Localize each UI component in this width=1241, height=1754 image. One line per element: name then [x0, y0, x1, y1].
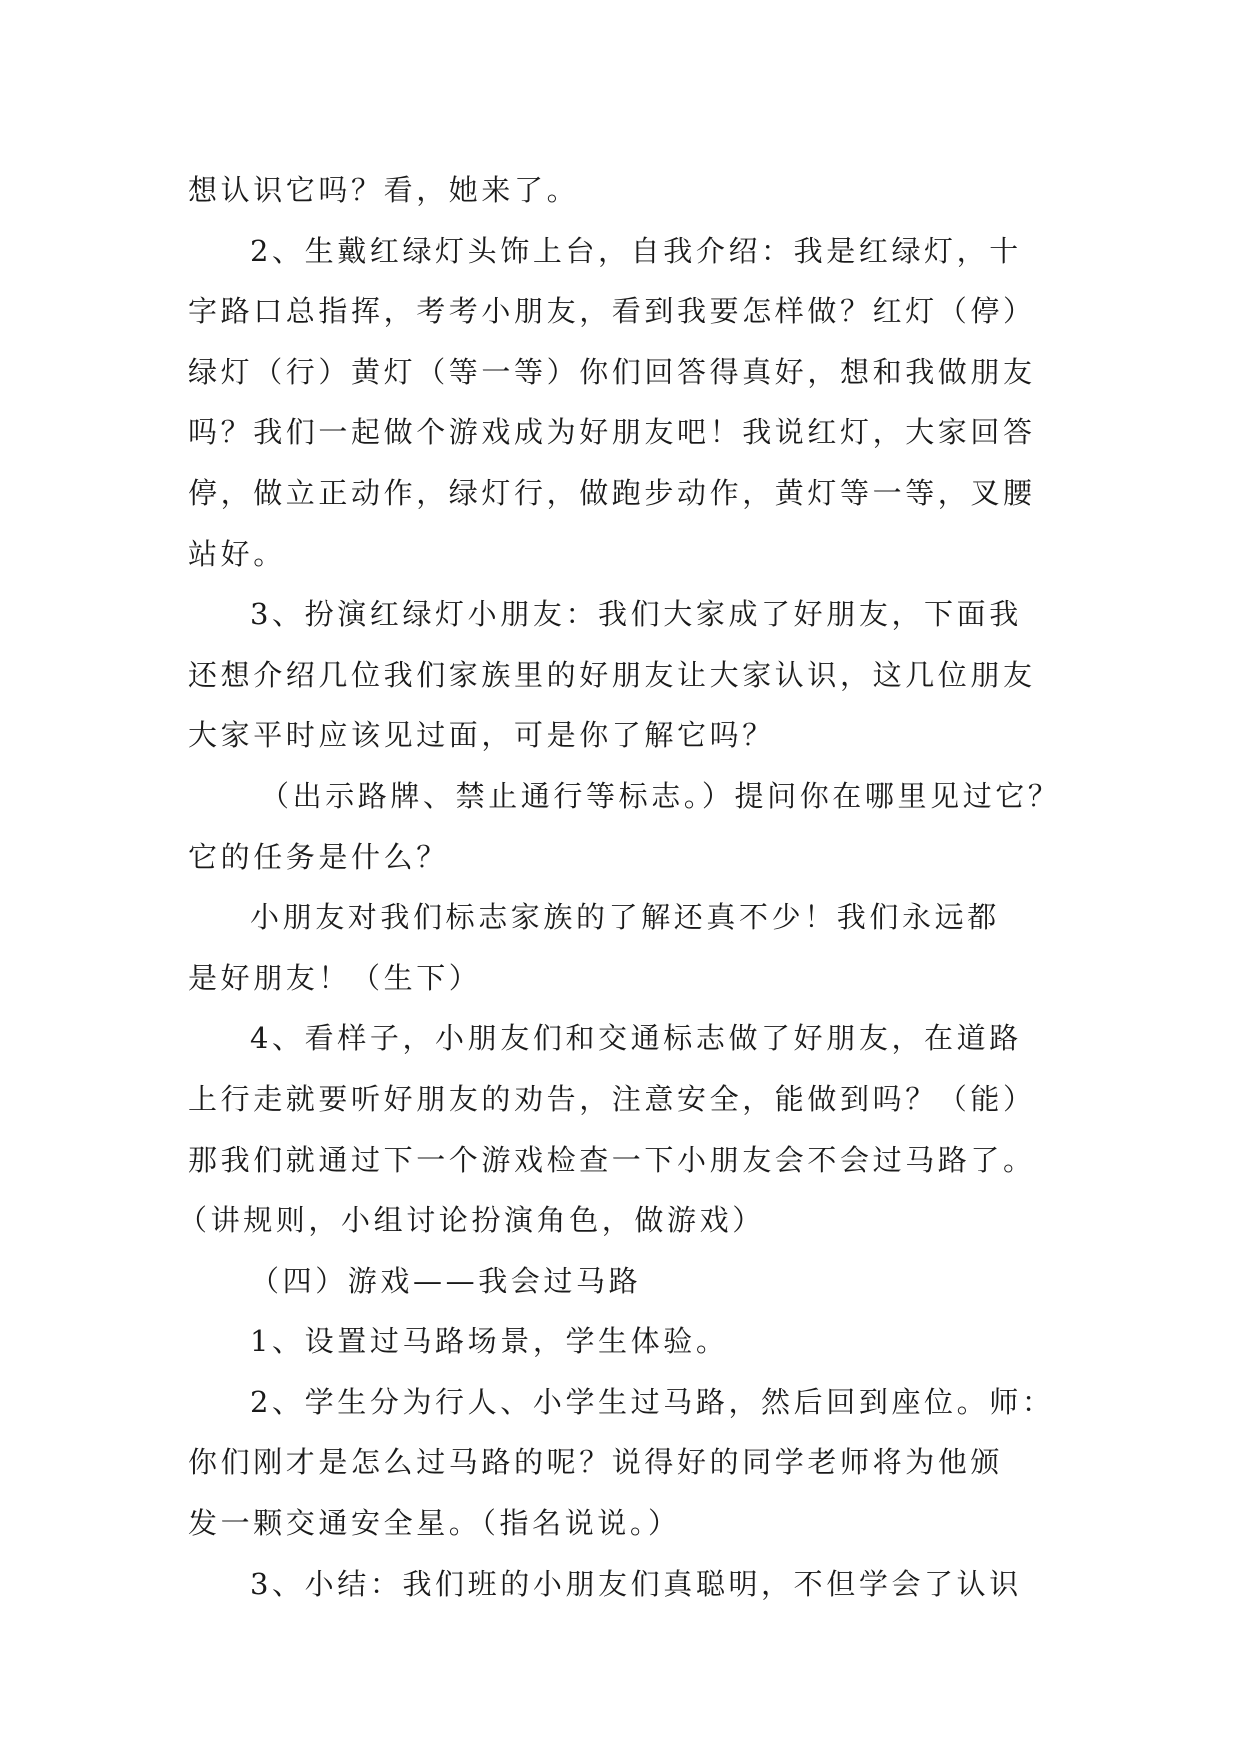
- text-line: 大家平时应该见过面，可是你了解它吗？: [188, 718, 775, 753]
- paragraph-line: 3、小结：我们班的小朋友们真聪明，不但学会了认识: [250, 1566, 1022, 1601]
- text-line: 发一颗交通安全星。（指名说说。）: [188, 1506, 681, 1541]
- paragraph-line: 1、设置过马路场景，学生体验。: [250, 1324, 729, 1359]
- paragraph-line: 4、看样子，小朋友们和交通标志做了好朋友，在道路: [250, 1021, 1022, 1056]
- text-line: 你们刚才是怎么过马路的呢？说得好的同学老师将为他颁: [188, 1445, 1004, 1480]
- paragraph-line: 2、学生分为行人、小学生过马路，然后回到座位。师：: [250, 1384, 1055, 1419]
- text-line: 吗？我们一起做个游戏成为好朋友吧！我说红灯，大家回答: [188, 415, 1036, 450]
- section-heading: （四）游戏——我会过马路: [250, 1263, 642, 1298]
- document-body: [178, 160, 1068, 1614]
- paragraph-line: 2、生戴红绿灯头饰上台，自我介绍：我是红绿灯，十: [250, 233, 1022, 268]
- text-line: 想认识它吗？看，她来了。: [188, 173, 580, 207]
- text-line: 是好朋友！（生下）: [188, 960, 482, 995]
- text-line: 字路口总指挥，考考小朋友，看到我要怎样做？红灯（停）: [188, 294, 1036, 329]
- text-line: （讲规则，小组讨论扮演角色，做游戏）: [178, 1203, 765, 1238]
- paragraph-line: （出示路牌、禁止通行等标志。）提问你在哪里见过它？: [260, 778, 1061, 813]
- text-line: 站好。: [188, 536, 286, 571]
- text-line: 还想介绍几位我们家族里的好朋友让大家认识，这几位朋友: [188, 657, 1036, 692]
- text-line: 它的任务是什么？: [188, 839, 449, 874]
- text-line: 停，做立正动作，绿灯行，做跑步动作，黄灯等一等，叉腰: [188, 475, 1036, 510]
- paragraph-line: 小朋友对我们标志家族的了解还真不少！我们永远都: [250, 900, 1000, 935]
- text-line: 上行走就要听好朋友的劝告，注意安全，能做到吗？（能）: [188, 1081, 1036, 1116]
- text-line: 绿灯（行）黄灯（等一等）你们回答得真好，想和我做朋友: [188, 354, 1036, 389]
- text-line: 那我们就通过下一个游戏检查一下小朋友会不会过马路了。: [188, 1142, 1036, 1177]
- paragraph-line: 3、扮演红绿灯小朋友：我们大家成了好朋友，下面我: [250, 597, 1022, 632]
